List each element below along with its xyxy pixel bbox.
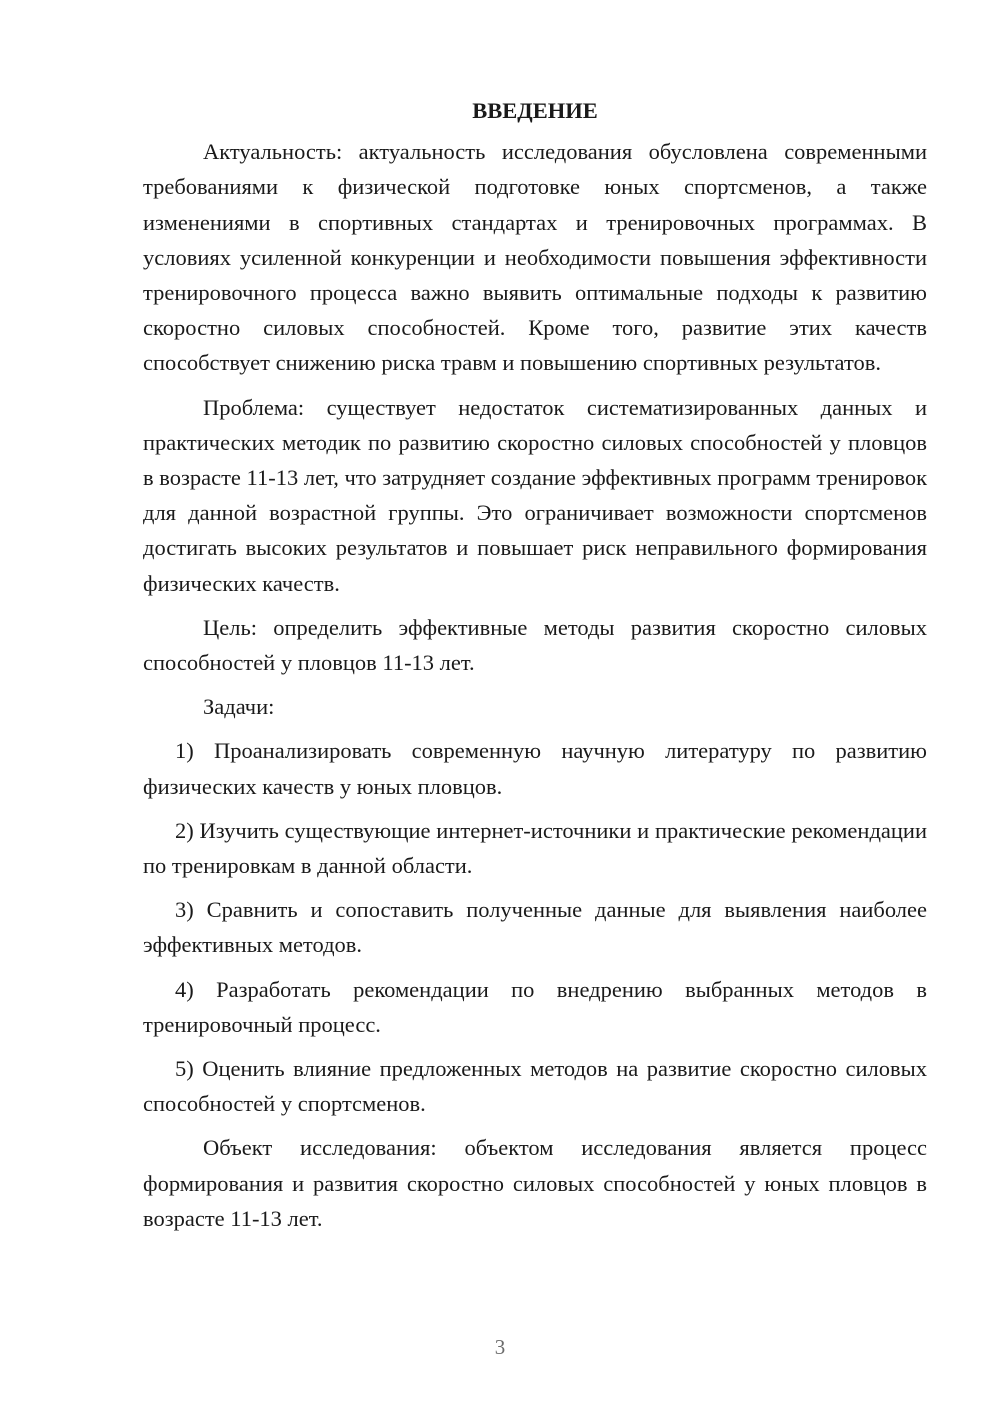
page-number: 3 xyxy=(494,1335,506,1359)
tasks-heading: Задачи: xyxy=(203,694,275,720)
goal-paragraph: Цель: определить эффективные методы развития скоростно силовых способностей у пловцов 11-13 лет. xyxy=(143,614,927,676)
task-item-5: 5) Оценить влияние предложенных методов на развитие скоростно силовых способностей у спортсменов. xyxy=(143,1056,927,1117)
problem-paragraph: Проблема: существует недостаток систематизированных данных и практических методик по развитию скоростно силовых способностей у пловцов в возрасте 11-13 лет, что затрудняет создание эффективных программ тренировок для данной возрастной группы. Это ограничивает возможности спортсменов достигать высоких результатов и повышает риск неправильного формирования физических качеств. xyxy=(143,394,927,596)
page-content xyxy=(143,93,927,1245)
section-title: ВВЕДЕНИЕ xyxy=(472,98,598,123)
task-item-4: 4) Разработать рекомендации по внедрению выбранных методов в тренировочный процесс. xyxy=(143,976,927,1037)
relevance-paragraph: Актуальность: актуальность исследования обусловлена современными требованиями к физической подготовке юных спортсменов, а также изменениями в спортивных стандартах и тренировочных программах. В условиях усиленной конкуренции и необходимости повышения эффективности тренировочного процесса важно выявить оптимальные подходы к развитию скоростно силовых способностей. Кроме того, развитие этих качеств способствует снижению риска травм и повышению спортивных результатов. xyxy=(143,139,927,376)
task-item-1: 1) Проанализировать современную научную литературу по развитию физических качеств у юных пловцов. xyxy=(143,738,927,799)
task-item-2: 2) Изучить существующие интернет-источники и практические рекомендации по тренировкам в данной области. xyxy=(143,817,927,879)
research-object-paragraph: Объект исследования: объектом исследования является процесс формирования и развития скоростно силовых способностей у юных пловцов в возрасте 11-13 лет. xyxy=(143,1135,927,1231)
task-item-3: 3) Сравнить и сопоставить полученные данные для выявления наиболее эффективных методов. xyxy=(143,897,927,958)
